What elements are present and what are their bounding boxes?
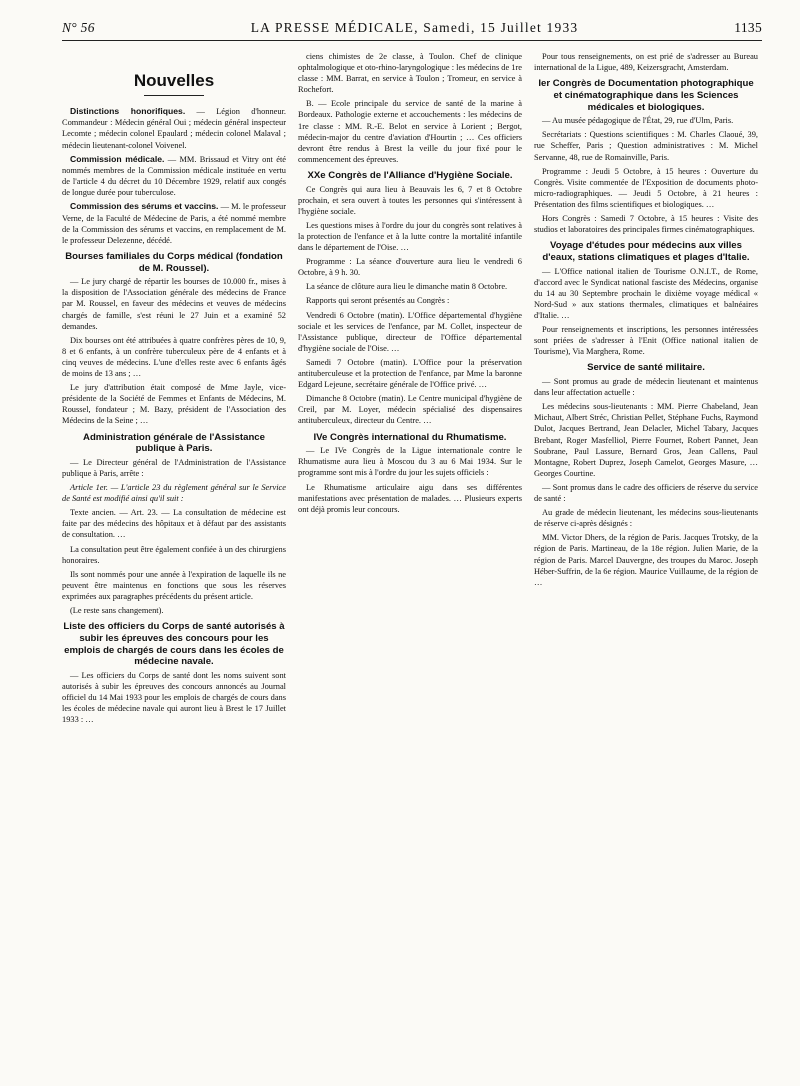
article-text: ciens chimistes de 2e classe, à Toulon. Chef de clinique ophtalmologique et oto-rhino-laryngologique : les médecins de 1re classe : MM. Barrat, en service à Toulon ; Tromeur, en service à Rochefort. xyxy=(298,52,522,95)
article-heading: Bourses familiales du Corps médical (fondation de M. Roussel). xyxy=(65,250,283,274)
article-text: Le Rhumatisme articulaire aigu dans ses différentes manifestations avec présentation de malades. … Plusieurs experts ont déjà promis leur concours. xyxy=(298,482,522,514)
article-text: MM. Victor Dhers, de la région de Paris. Jacques Trotsky, de la région de Paris. Martineau, de la 18e région. Julien Marie, de la région de Paris. Marcel Dauvergne, des troupes du Maroc. Joseph Héber-Suffrin, de la 6e région. Maurice Vuillaume, de la région de … xyxy=(534,533,758,587)
article-distinctions xyxy=(62,106,286,151)
article-text: — M. le professeur Verne, de la Faculté de Médecine de Paris, a été nommé membre de la Commission des sérums et vaccins, en remplacement de M. le professeur Delezenne, décédé. xyxy=(62,202,286,245)
article-heading: Liste des officiers du Corps de santé autorisés à subir les épreuves des concours pour les emplois de chargés de cours dans les écoles de médecine navale. xyxy=(63,621,285,668)
article-text: — Légion d'honneur. Commandeur : Médecin général Oui ; médecin général inspecteur Lecomte ; médecin colonel Epaulard ; médecin colonel Malaval ; médecin lieutenant-colonel Voivenel. xyxy=(62,107,286,150)
article-heading: Ier Congrès de Documentation photographique et cinématographique dans les Sciences médicales et biologiques. xyxy=(538,78,754,113)
article-text: Le jury d'attribution était composé de Mme Jayle, vice-présidente de la Société de Femmes et Enfants de Médecins, M. Roussel, fondateur ; M. Bazy, président de l'Association des Médecins de la Seine ; … xyxy=(62,383,286,426)
article-text: — Le jury chargé de répartir les bourses de 10.000 fr., mises à la disposition de l'Association générale des médecins de France par M. Roussel, en faveur des médecins et veuves de médecins chargés de famille, s'est réuni le 27 Juin et a examiné 52 demandes. xyxy=(62,277,286,331)
article-text: — MM. Brissaud et Vitry ont été nommés membres de la Commission médicale instituée en vertu de l'article 4 du décret du 10 Décembre 1929, relatif aux congés de longue durée pour tuberculose. xyxy=(62,154,286,198)
article-commission-serums xyxy=(62,201,286,246)
issue-number: N° 56 xyxy=(62,20,95,35)
masthead xyxy=(62,20,762,41)
article-lead: Distinctions honorifiques. xyxy=(70,106,186,116)
article-text: Rapports qui seront présentés au Congrès : xyxy=(306,296,450,306)
article-heading: Service de santé militaire. xyxy=(587,362,705,374)
article-text: La séance de clôture aura lieu le dimanche matin 8 Octobre. xyxy=(306,282,508,292)
article-text: Ils sont nommés pour une année à l'expiration de laquelle ils ne peuvent être maintenus en fonctions que sous les réserves exprimées aux paragraphes précédents du présent article. xyxy=(62,569,286,601)
article-text: Secrétariats : Questions scientifiques : M. Charles Claoué, 39, rue Scheffer, Paris ; Question administratives : M. Michel Servanne, 48, rue de Romainville, Paris. xyxy=(534,130,758,162)
page-number: 1135 xyxy=(734,20,762,35)
article-text: — Sont promus au grade de médecin lieutenant et maintenus dans leur affectation actuelle : xyxy=(534,377,758,398)
article-heading: Voyage d'études pour médecins aux villes d'eaux, stations climatiques et plages d'Italie. xyxy=(542,240,750,263)
article-lead: Commission des sérums et vaccins. xyxy=(70,201,219,212)
article-text: Programme : La séance d'ouverture aura lieu le vendredi 6 Octobre, à 9 h. 30. xyxy=(298,257,522,278)
article-text: Pour tous renseignements, on est prié de s'adresser au Bureau international de la Ligue, 489, Keizersgracht, Amsterdam. xyxy=(534,52,758,73)
article-text: — Au musée pédagogique de l'État, 29, rue d'Ulm, Paris. xyxy=(542,116,734,126)
column-1 xyxy=(62,51,286,1086)
article-text: Samedi 7 Octobre (matin). L'Office pour la préservation antituberculeuse et la protection de l'enfance, par Mme la baronne Edgard Lejeune, secrétaire générale de l'Office privé. … xyxy=(298,357,522,390)
article-text: — Sont promus dans le cadre des officiers de réserve du service de santé : xyxy=(534,482,758,504)
article-text: Les questions mises à l'ordre du jour du congrès sont relatives à la protection de l'enfance et à la lutte contre la mortalité infantile dans le département de l'Oise. … xyxy=(298,220,522,253)
article-heading: IVe Congrès international du Rhumatisme. xyxy=(313,431,507,443)
article-text: Au grade de médecin lieutenant, les médecins sous-lieutenants de réserve ci-après désignés : xyxy=(534,508,758,529)
article-text: Programme : Jeudi 5 Octobre, à 15 heures : Ouverture du Congrès. Visite commentée de l'Exposition de documents photo-micro-radiographiques. — Jeudi 5 Octobre, à 21 heures : Présentation des films scientifiques et biologiques. … xyxy=(534,166,758,209)
article-text: — Le IVe Congrès de la Ligue internationale contre le Rhumatisme aura lieu à Moscou du 3 au 6 Mai 1934. Sur le programme sont mis à l'ordre du jour les sujets officiels : xyxy=(298,446,522,478)
article-text: Hors Congrès : Samedi 7 Octobre, à 15 heures : Visite des studios et laboratoires des principales firmes cinématographiques. xyxy=(534,214,758,235)
article-text: Vendredi 6 Octobre (matin). L'Office départemental d'hygiène sociale et les services de l'enfance, par M. Collet, inspecteur de l'Assistance publique, directeur de l'Office départemental d'hygiène sociale de l'Oise. … xyxy=(298,310,522,353)
article-text: B. — Ecole principale du service de santé de la marine à Bordeaux. Pathologie externe et accouchements : les médecins de 1re classe : MM. R.-E. Belot en service à Lorient ; Bergot, médecin-major du centre d'aviation d'Hourtin ; … Ces officiers devront être rendus à Brest la veille du jour fixé pour le commencement des épreuves. xyxy=(298,99,522,164)
article-text: Les médecins sous-lieutenants : MM. Pierre Chabeland, Jean Michaut, Albert Stréc, Christian Pellet, Stéphane Fuchs, Raymond Dulot, Jacques Bertrand, Jean Delacler, Michel Tabary, Jacques Brebant, Roger Masfelliol, Pierre Fournet, Robert Pannet, Jean Soubrane, Paul Lassure, Bernard Gros, Jean Callens, Paul Montagne, Robert Duprez, Joseph Camelot, Georges Masure, … Georges Courtine. xyxy=(534,402,758,478)
column-2 xyxy=(298,51,522,1086)
article-heading: Administration générale de l'Assistance publique à Paris. xyxy=(83,431,265,455)
article-text: Dix bourses ont été attribuées à quatre confrères pères de 10, 9, 8 et 6 enfants, à un confrère tuberculeux père de 4 enfants et à cinq veuves de médecins. L'une d'elles reste avec 6 enfants âgés de moins de 13 ans ; … xyxy=(62,335,286,379)
column-3 xyxy=(534,51,758,1086)
article-text: (Le reste sans changement). xyxy=(70,606,164,616)
columns xyxy=(62,51,762,1086)
article-text: — Les officiers du Corps de santé dont les noms suivent sont autorisés à subir les épreuves des concours annoncés au Journal officiel du 14 Mai 1933 pour les emplois de chargés de cours dans les écoles de médecine navale qui auront lieu à Brest le 17 Juillet 1933 : … xyxy=(62,670,286,725)
article-text: La consultation peut être également confiée à un des chirurgiens honoraires. xyxy=(62,544,286,565)
article-text: Texte ancien. — Art. 23. — La consultation de médecine est faite par des médecins des hôpitaux et à défaut par des assistants de consultation. … xyxy=(62,508,286,540)
title-rule xyxy=(144,95,204,96)
article-lead: Commission médicale. xyxy=(70,153,165,164)
article-text: Pour renseignements et inscriptions, les personnes intéressées sont priées de s'adresser à l'Enit (Office national italien de Tourisme), Via Marghera, Rome. xyxy=(534,325,758,357)
newspaper-title: LA PRESSE MÉDICALE, Samedi, 15 Juillet 1933 xyxy=(250,20,579,35)
article-text: — L'Office national italien de Tourisme O.N.I.T., de Rome, d'accord avec le Syndicat national fasciste des Médecins, organise du 14 au 30 Septembre prochain le dixième voyage médical « Nord-Sud » aux stations thermales, climatiques et balnéaires d'Italie. … xyxy=(534,266,758,321)
article-heading: XXe Congrès de l'Alliance d'Hygiène Sociale. xyxy=(307,169,513,181)
article-text: Dimanche 8 Octobre (matin). Le Centre municipal d'hygiène de Creil, par M. Loyer, médecin spécialisé des dispensaires antituberculeux, directeur du Centre. … xyxy=(298,394,522,426)
article-text: — Le Directeur général de l'Administration de l'Assistance publique à Paris, arrête : xyxy=(62,457,286,478)
article-commission-medicale xyxy=(62,154,286,199)
article-text: Ce Congrès qui aura lieu à Beauvais les 6, 7 et 8 Octobre prochain, et sera ouvert à toutes les personnes qui s'intéressent à l'hygiène sociale. xyxy=(298,184,522,216)
article-text: Article 1er. — L'article 23 du règlement général sur le Service de Santé est modifié ainsi qu'il suit : xyxy=(62,483,286,504)
section-title: Nouvelles xyxy=(133,71,215,90)
